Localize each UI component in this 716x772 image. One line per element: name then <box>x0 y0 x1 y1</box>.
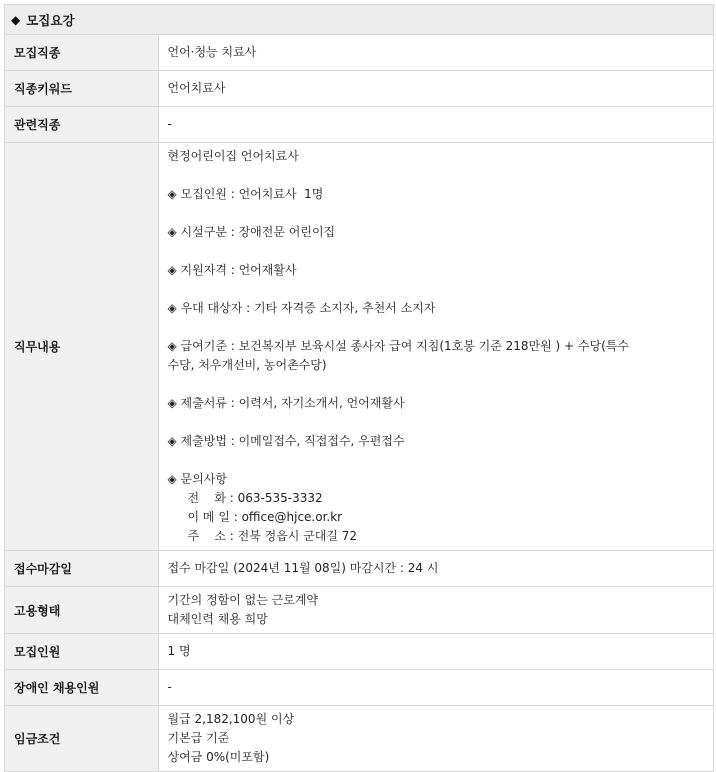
row-value-deadline: 접수 마감일 (2024년 11월 08일) 마감시간 : 24 시 <box>158 551 713 587</box>
employment-line2: 대체인력 채용 희망 <box>167 612 268 626</box>
diamond-icon: ◆ <box>11 12 21 27</box>
row-value-wage <box>158 706 713 772</box>
duty-inquiry: ◈ 문의사항 <box>167 472 227 486</box>
row-value-related: - <box>158 107 713 143</box>
duty-phone: 전 화 : 063-535-3332 <box>187 491 323 505</box>
duty-facility: ◈ 시설구분 : 장애전문 어린이집 <box>167 225 336 239</box>
recruitment-table <box>5 35 713 771</box>
row-label-deadline: 접수마감일 <box>5 551 158 587</box>
duty-preference: ◈ 우대 대상자 : 기타 자격증 소지자, 추천서 소지자 <box>167 301 436 315</box>
row-value-disabled: - <box>158 670 713 706</box>
duty-recruit: ◈ 모집인원 : 언어치료사 1명 <box>167 187 324 201</box>
duty-intro: 현정어린이집 언어치료사 <box>167 149 299 163</box>
row-label-employment: 고용형태 <box>5 587 158 634</box>
row-value-duty <box>158 143 713 551</box>
wage-line3: 상여금 0%(미포함) <box>167 750 270 764</box>
table-row <box>5 35 713 71</box>
duty-method: ◈ 제출방법 : 이메일접수, 직접접수, 우편접수 <box>167 434 405 448</box>
table-row <box>5 634 713 670</box>
wage-line2: 기본급 기준 <box>167 731 230 745</box>
table-row <box>5 143 713 551</box>
row-value-employment <box>158 587 713 634</box>
row-value-keyword: 언어치료사 <box>158 71 713 107</box>
section-header <box>5 5 713 35</box>
table-row <box>5 587 713 634</box>
row-label-duty: 직무내용 <box>5 143 158 551</box>
row-value-headcount: 1 명 <box>158 634 713 670</box>
row-label-related: 관련직종 <box>5 107 158 143</box>
duty-documents: ◈ 제출서류 : 이력서, 자기소개서, 언어재활사 <box>167 396 405 410</box>
duty-salary-line1: ◈ 급여기준 : 보건복지부 보육시설 종사자 급여 지침(1호봉 기준 218만원 ) + 수당(특수 <box>167 339 629 353</box>
row-label-wage: 임금조건 <box>5 706 158 772</box>
table-row <box>5 71 713 107</box>
duty-qualification: ◈ 지원자격 : 언어재활사 <box>167 263 297 277</box>
duty-salary-line2: 수당, 처우개선비, 농어촌수당) <box>167 358 327 372</box>
section-title: 모집요강 <box>26 12 75 28</box>
row-label-disabled: 장애인 채용인원 <box>5 670 158 706</box>
row-label-headcount: 모집인원 <box>5 634 158 670</box>
row-label-keyword: 직종키워드 <box>5 71 158 107</box>
recruitment-panel <box>4 4 714 772</box>
duty-address: 주 소 : 전북 정읍시 군대길 72 <box>187 529 358 543</box>
table-row <box>5 670 713 706</box>
table-row <box>5 107 713 143</box>
table-row <box>5 706 713 772</box>
wage-line1: 월급 2,182,100원 이상 <box>167 712 295 726</box>
row-value-job-type: 언어·청능 치료사 <box>158 35 713 71</box>
employment-line1: 기간의 정함이 없는 근로계약 <box>167 593 319 607</box>
table-row <box>5 551 713 587</box>
duty-email: 이 메 일 : office@hjce.or.kr <box>187 510 343 524</box>
row-label-job-type: 모집직종 <box>5 35 158 71</box>
